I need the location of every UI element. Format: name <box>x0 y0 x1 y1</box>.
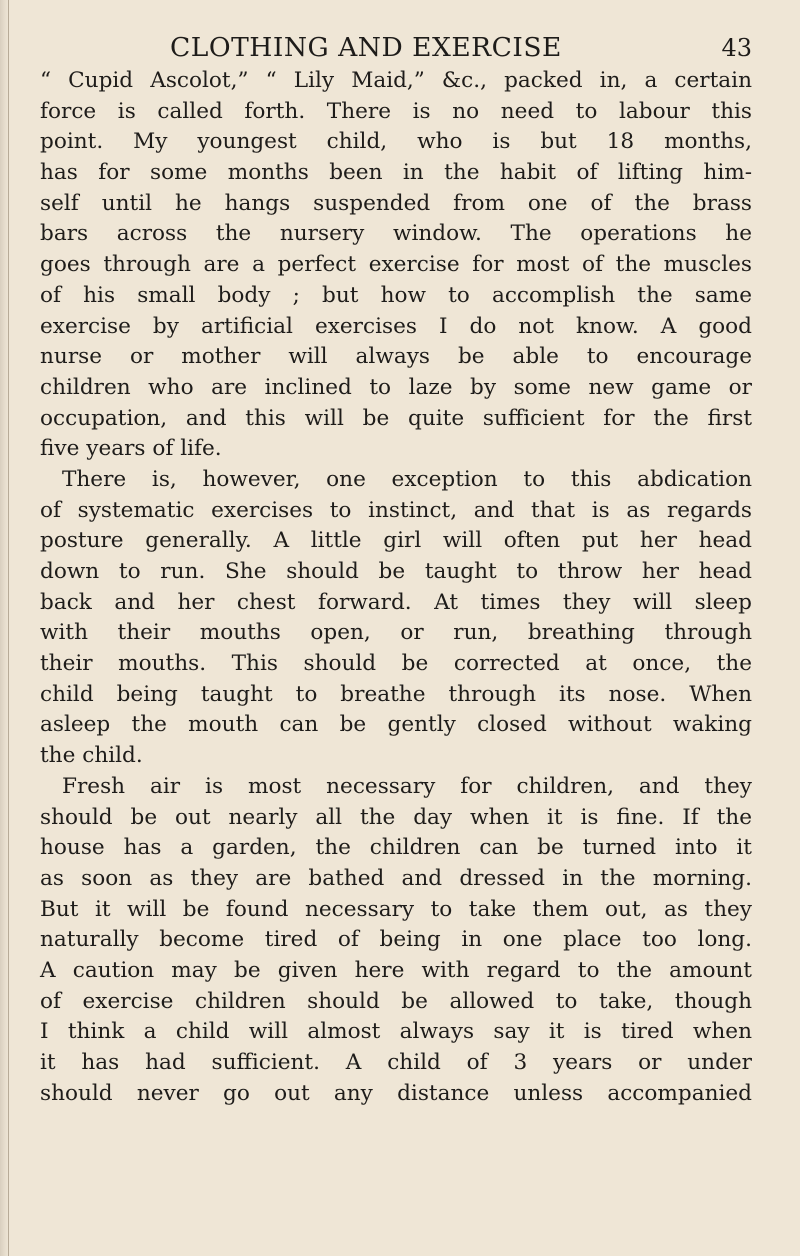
text-line: exercise by artificial exercises I do not know. A good <box>40 313 752 339</box>
page-number: 43 <box>721 34 752 62</box>
text-line: Fresh air is most necessary for children, and they <box>62 773 752 799</box>
text-line: should be out nearly all the day when it is fine. If the <box>40 804 752 830</box>
running-title: CLOTHING AND EXERCISE <box>170 32 562 63</box>
text-line: self until he hangs suspended from one of the brass <box>40 190 752 216</box>
text-line: back and her chest forward. At times they will sleep <box>40 589 752 615</box>
body-text <box>40 66 752 1109</box>
text-line: posture generally. A little girl will often put her head <box>40 528 752 554</box>
text-line: five years of life. <box>40 436 222 462</box>
page-edge-line <box>8 0 9 1256</box>
text-line: the child. <box>40 743 143 769</box>
text-line: bars across the nursery window. The operations he <box>40 221 752 247</box>
text-line: There is, however, one exception to this abdication <box>62 466 752 492</box>
text-line: as soon as they are bathed and dressed in the morning. <box>40 865 752 891</box>
text-line: of exercise children should be allowed to take, though <box>40 988 752 1014</box>
text-line: A caution may be given here with regard to the amount <box>40 957 752 983</box>
text-line: children who are inclined to laze by some new game or <box>40 374 752 400</box>
text-line: of systematic exercises to instinct, and that is as regards <box>40 497 752 523</box>
text-line: goes through are a perfect exercise for most of the muscles <box>40 252 752 278</box>
text-line: occupation, and this will be quite sufficient for the first <box>40 405 752 431</box>
text-line: nurse or mother will always be able to encourage <box>40 344 752 370</box>
text-line: child being taught to breathe through its nose. When <box>40 681 752 707</box>
text-line: should never go out any distance unless accompanied <box>40 1080 752 1106</box>
text-line: has for some months been in the habit of lifting him- <box>40 160 752 186</box>
text-line: naturally become tired of being in one place too long. <box>40 927 752 953</box>
text-line: with their mouths open, or run, breathing through <box>40 620 752 646</box>
text-line: “ Cupid Ascolot,” “ Lily Maid,” &c., packed in, a certain <box>40 68 752 93</box>
text-line: I think a child will almost always say it is tired when <box>40 1019 752 1045</box>
text-line: their mouths. This should be corrected at once, the <box>40 651 752 677</box>
text-line: house has a garden, the children can be turned into it <box>40 835 752 861</box>
text-line: down to run. She should be taught to throw her head <box>40 559 752 584</box>
page-header <box>100 32 752 66</box>
text-line: But it will be found necessary to take them out, as they <box>40 896 752 922</box>
text-line: point. My youngest child, who is but 18 months, <box>40 129 752 155</box>
text-line: it has had sufficient. A child of 3 years or under <box>40 1050 752 1075</box>
text-line: asleep the mouth can be gently closed without waking <box>40 712 752 738</box>
text-line: of his small body ; but how to accomplish the same <box>40 282 752 308</box>
text-line: force is called forth. There is no need to labour this <box>40 98 752 124</box>
